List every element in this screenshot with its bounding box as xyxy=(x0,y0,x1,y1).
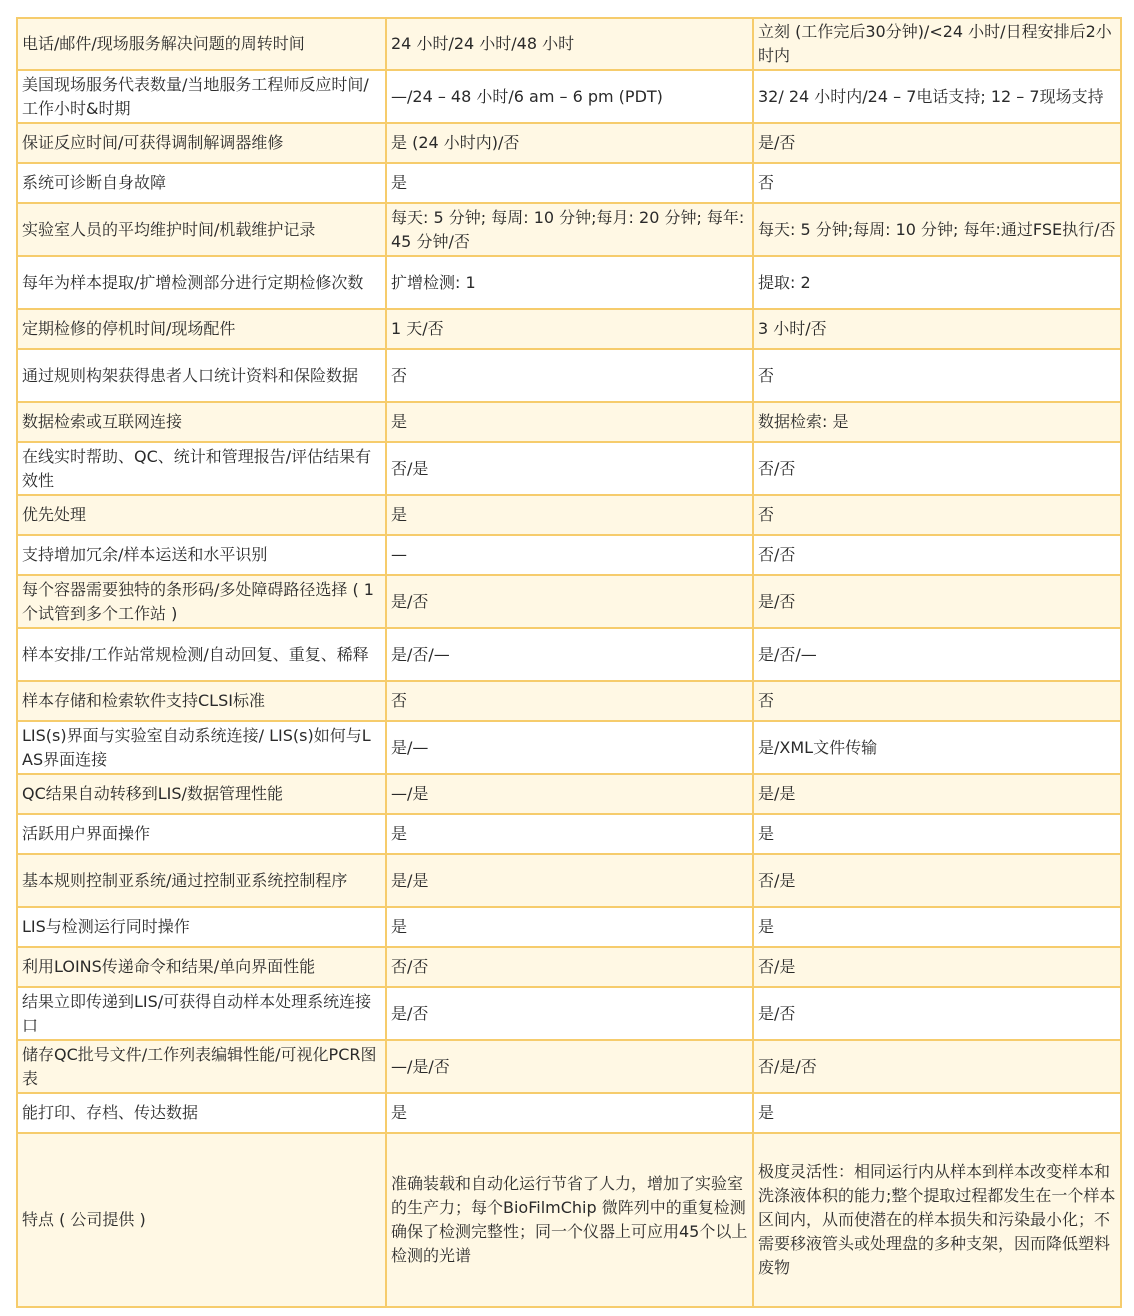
feature-cell: 优先处理 xyxy=(17,495,386,535)
feature-cell: 储存QC批号文件/工作列表编辑性能/可视化PCR图表 xyxy=(17,1040,386,1093)
table-row xyxy=(17,1093,1121,1133)
system-a-cell: 1 天/否 xyxy=(386,309,753,349)
feature-cell: 能打印、存档、传达数据 xyxy=(17,1093,386,1133)
table-row xyxy=(17,70,1121,123)
system-a-cell: 是 (24 小时内)/否 xyxy=(386,123,753,163)
feature-cell: QC结果自动转移到LIS/数据管理性能 xyxy=(17,774,386,814)
system-b-cell: 否/否 xyxy=(753,535,1121,575)
system-b-cell: 是/否 xyxy=(753,123,1121,163)
comparison-table-container xyxy=(16,17,1120,1308)
system-b-cell: 否/是 xyxy=(753,947,1121,987)
system-a-cell: 是/— xyxy=(386,721,753,774)
system-a-cell: 是/是 xyxy=(386,854,753,907)
table-row xyxy=(17,721,1121,774)
system-a-cell: 是/否 xyxy=(386,987,753,1040)
system-b-cell: 是/否 xyxy=(753,575,1121,628)
feature-cell: 基本规则控制亚系统/通过控制亚系统控制程序 xyxy=(17,854,386,907)
system-a-cell: —/是/否 xyxy=(386,1040,753,1093)
system-a-cell: — xyxy=(386,535,753,575)
table-row xyxy=(17,1133,1121,1307)
feature-cell: 结果立即传递到LIS/可获得自动样本处理系统连接口 xyxy=(17,987,386,1040)
feature-cell: 实验室人员的平均维护时间/机载维护记录 xyxy=(17,203,386,256)
system-b-cell: 是/否/— xyxy=(753,628,1121,681)
system-a-cell: 是/否/— xyxy=(386,628,753,681)
system-b-cell: 是/XML文件传输 xyxy=(753,721,1121,774)
table-row xyxy=(17,575,1121,628)
system-b-cell: 否 xyxy=(753,681,1121,721)
feature-cell: 利用LOINS传递命令和结果/单向界面性能 xyxy=(17,947,386,987)
table-row xyxy=(17,535,1121,575)
feature-cell: 样本存储和检索软件支持CLSI标准 xyxy=(17,681,386,721)
system-b-cell: 数据检索: 是 xyxy=(753,402,1121,442)
table-row xyxy=(17,349,1121,402)
system-a-cell: 否/是 xyxy=(386,442,753,495)
feature-cell: 美国现场服务代表数量/当地服务工程师反应时间/工作小时&时期 xyxy=(17,70,386,123)
system-a-cell: —/是 xyxy=(386,774,753,814)
system-b-cell: 否 xyxy=(753,349,1121,402)
table-row xyxy=(17,256,1121,309)
system-a-cell: 否 xyxy=(386,681,753,721)
feature-cell: 特点 ( 公司提供 ) xyxy=(17,1133,386,1307)
feature-cell: LIS与检测运行同时操作 xyxy=(17,907,386,947)
feature-cell: 系统可诊断自身故障 xyxy=(17,163,386,203)
system-a-cell: 否 xyxy=(386,349,753,402)
feature-cell: 电话/邮件/现场服务解决问题的周转时间 xyxy=(17,18,386,70)
system-b-cell: 否/是/否 xyxy=(753,1040,1121,1093)
system-a-cell: 是/否 xyxy=(386,575,753,628)
system-b-cell: 32/ 24 小时内/24 – 7电话支持; 12 – 7现场支持 xyxy=(753,70,1121,123)
feature-cell: LIS(s)界面与实验室自动系统连接/ LIS(s)如何与LAS界面连接 xyxy=(17,721,386,774)
system-b-cell: 立刻 (工作完后30分钟)/<24 小时/日程安排后2小时内 xyxy=(753,18,1121,70)
table-row xyxy=(17,947,1121,987)
feature-cell: 数据检索或互联网连接 xyxy=(17,402,386,442)
system-a-cell: —/24 – 48 小时/6 am – 6 pm (PDT) xyxy=(386,70,753,123)
system-a-cell: 是 xyxy=(386,163,753,203)
system-a-cell: 是 xyxy=(386,495,753,535)
table-row xyxy=(17,495,1121,535)
system-b-cell: 否/否 xyxy=(753,442,1121,495)
system-b-cell: 是/否 xyxy=(753,987,1121,1040)
feature-cell: 通过规则构架获得患者人口统计资料和保险数据 xyxy=(17,349,386,402)
table-row xyxy=(17,163,1121,203)
feature-cell: 活跃用户界面操作 xyxy=(17,814,386,854)
table-row xyxy=(17,309,1121,349)
system-a-cell: 准确装载和自动化运行节省了人力，增加了实验室的生产力；每个BioFilmChip 微阵列中的重复检测确保了检测完整性；同一个仪器上可应用45个以上检测的光谱 xyxy=(386,1133,753,1307)
system-a-cell: 是 xyxy=(386,402,753,442)
feature-cell: 定期检修的停机时间/现场配件 xyxy=(17,309,386,349)
system-b-cell: 是 xyxy=(753,907,1121,947)
table-row xyxy=(17,203,1121,256)
system-b-cell: 提取: 2 xyxy=(753,256,1121,309)
system-b-cell: 3 小时/否 xyxy=(753,309,1121,349)
system-b-cell: 每天: 5 分钟;每周: 10 分钟; 每年:通过FSE执行/否 xyxy=(753,203,1121,256)
system-a-cell: 扩增检测: 1 xyxy=(386,256,753,309)
feature-cell: 保证反应时间/可获得调制解调器维修 xyxy=(17,123,386,163)
system-a-cell: 24 小时/24 小时/48 小时 xyxy=(386,18,753,70)
comparison-table-body xyxy=(17,18,1121,1307)
system-a-cell: 否/否 xyxy=(386,947,753,987)
table-row xyxy=(17,123,1121,163)
feature-cell: 样本安排/工作站常规检测/自动回复、重复、稀释 xyxy=(17,628,386,681)
table-row xyxy=(17,907,1121,947)
system-b-cell: 是/是 xyxy=(753,774,1121,814)
system-b-cell: 否 xyxy=(753,163,1121,203)
feature-cell: 每年为样本提取/扩增检测部分进行定期检修次数 xyxy=(17,256,386,309)
table-row xyxy=(17,987,1121,1040)
table-row xyxy=(17,18,1121,70)
system-b-cell: 极度灵活性：相同运行内从样本到样本改变样本和洗涤液体积的能力;整个提取过程都发生在一个样本区间内，从而使潜在的样本损失和污染最小化；不需要移液管头或处理盘的多种支架，因而降低塑料废物 xyxy=(753,1133,1121,1307)
system-a-cell: 是 xyxy=(386,907,753,947)
system-b-cell: 是 xyxy=(753,1093,1121,1133)
table-row xyxy=(17,402,1121,442)
feature-cell: 每个容器需要独特的条形码/多处障碍路径选择 ( 1个试管到多个工作站 ) xyxy=(17,575,386,628)
table-row xyxy=(17,442,1121,495)
table-row xyxy=(17,628,1121,681)
system-b-cell: 否 xyxy=(753,495,1121,535)
system-a-cell: 是 xyxy=(386,814,753,854)
comparison-table xyxy=(16,17,1122,1308)
system-a-cell: 是 xyxy=(386,1093,753,1133)
table-row xyxy=(17,854,1121,907)
table-row xyxy=(17,774,1121,814)
table-row xyxy=(17,681,1121,721)
feature-cell: 支持增加冗余/样本运送和水平识别 xyxy=(17,535,386,575)
system-a-cell: 每天: 5 分钟; 每周: 10 分钟;每月: 20 分钟; 每年: 45 分钟/否 xyxy=(386,203,753,256)
table-row xyxy=(17,814,1121,854)
system-b-cell: 是 xyxy=(753,814,1121,854)
table-row xyxy=(17,1040,1121,1093)
system-b-cell: 否/是 xyxy=(753,854,1121,907)
feature-cell: 在线实时帮助、QC、统计和管理报告/评估结果有效性 xyxy=(17,442,386,495)
